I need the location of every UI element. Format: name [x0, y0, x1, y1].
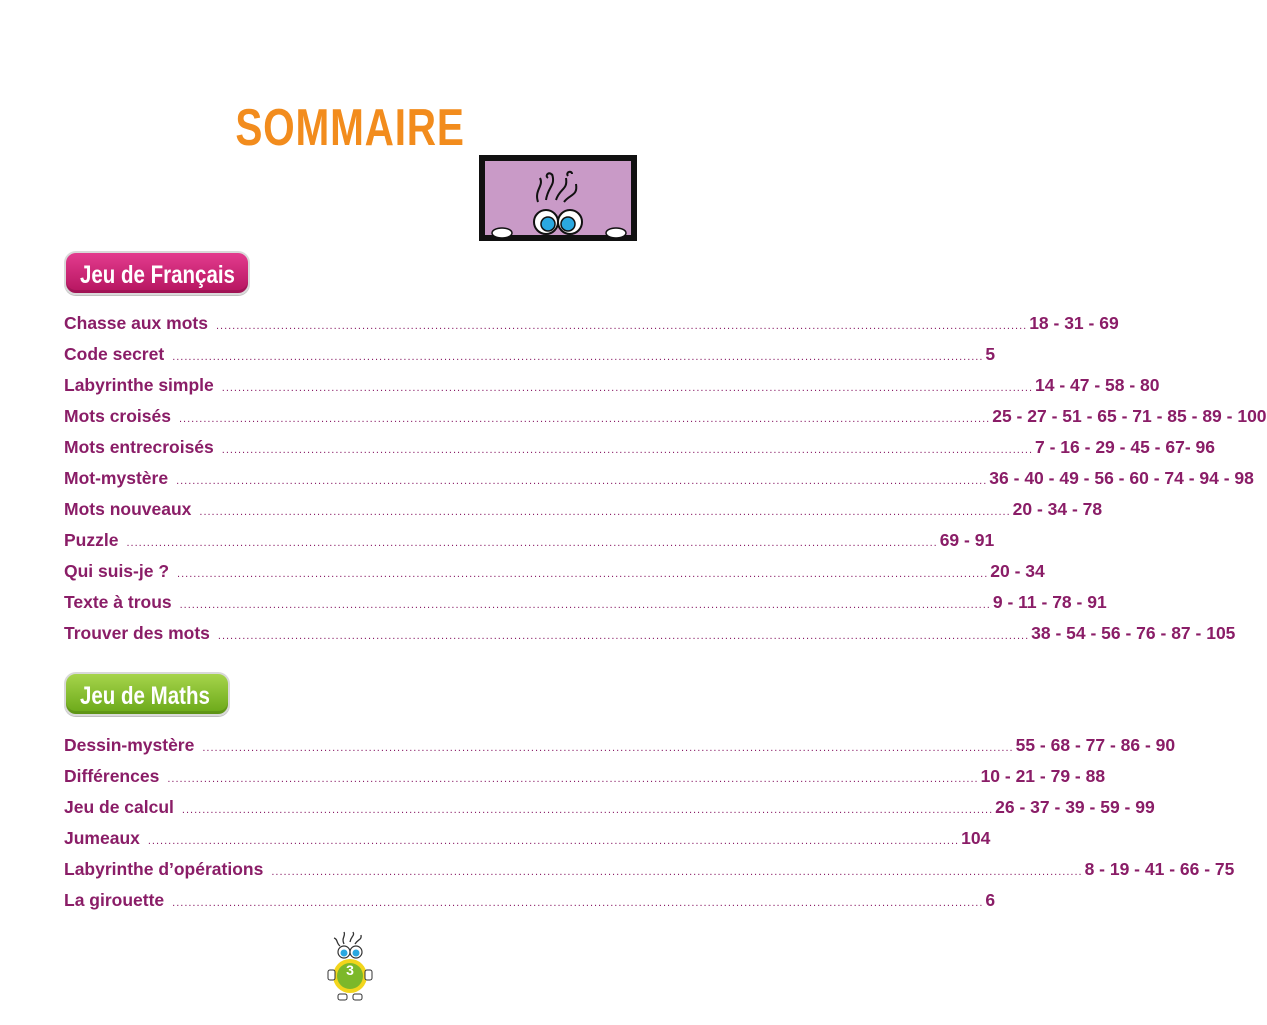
toc-entry: [64, 730, 1176, 761]
toc-entry: [64, 463, 1254, 494]
dot-leader: ........................................................................................................................................................................................................: [147, 835, 960, 847]
page-title: SOMMAIRE: [235, 99, 465, 157]
toc-entry-title: Trouver des mots: [64, 623, 210, 643]
dot-leader: ........................................................................................................................................................................................................: [177, 568, 989, 580]
toc-entry-pages: 5: [985, 344, 996, 364]
toc-entry-title: Mot-mystère: [64, 468, 169, 488]
toc-entry-title: Chasse aux mots: [64, 313, 208, 333]
peeking-character-illustration: [478, 156, 638, 242]
toc-entry: [64, 618, 1236, 649]
toc-entry-title: Jumeaux: [64, 828, 140, 848]
toc-entry-title: Jeu de calcul: [64, 797, 174, 817]
toc-entry-pages: 9 - 11 - 78 - 91: [992, 592, 1107, 612]
toc-entry-title: La girouette: [64, 890, 165, 910]
dot-leader: ........................................................................................................................................................................................................: [178, 413, 991, 425]
toc-list-maths: [64, 730, 1235, 916]
toc-entry: [64, 401, 1267, 432]
dot-leader: ........................................................................................................................................................................................................: [221, 382, 1033, 394]
toc-entry-pages: 26 - 37 - 39 - 59 - 99: [995, 797, 1155, 817]
toc-entry-pages: 36 - 40 - 49 - 56 - 60 - 74 - 94 - 98: [989, 468, 1254, 488]
toc-entry-title: Texte à trous: [64, 592, 172, 612]
section-label: Jeu de Maths: [80, 682, 210, 710]
dot-leader: ........................................................................................................................................................................................................: [202, 742, 1014, 754]
dot-leader: ........................................................................................................................................................................................................: [167, 773, 979, 785]
page-number: 3: [346, 962, 354, 978]
toc-entry-pages: 6: [985, 890, 996, 910]
toc-entry-title: Différences: [64, 766, 160, 786]
toc-entry: [64, 823, 991, 854]
toc-entry: [64, 885, 996, 916]
dot-leader: ........................................................................................................................................................................................................: [217, 630, 1030, 642]
toc-entry-pages: 10 - 21 - 79 - 88: [980, 766, 1106, 786]
toc-entry-title: Mots croisés: [64, 406, 171, 426]
toc-entry: [64, 854, 1235, 885]
toc-entry: [64, 525, 995, 556]
toc-entry-pages: 55 - 68 - 77 - 86 - 90: [1015, 735, 1176, 755]
dot-leader: ........................................................................................................................................................................................................: [172, 897, 984, 909]
toc-entry-pages: 20 - 34 - 78: [1012, 499, 1103, 519]
dot-leader: ........................................................................................................................................................................................................: [199, 506, 1011, 518]
dot-leader: ........................................................................................................................................................................................................: [271, 866, 1083, 878]
toc-entry: [64, 494, 1103, 525]
section-header-maths: [64, 672, 230, 716]
section-header-francais: [64, 251, 250, 295]
toc-entry-title: Labyrinthe simple: [64, 375, 214, 395]
toc-entry-pages: 104: [961, 828, 991, 848]
toc-entry: [64, 339, 996, 370]
toc-entry: [64, 370, 1160, 401]
toc-entry: [64, 308, 1119, 339]
toc-entry-title: Puzzle: [64, 530, 119, 550]
toc-entry-pages: 38 - 54 - 56 - 76 - 87 - 105: [1031, 623, 1236, 643]
toc-entry-title: Qui suis-je ?: [64, 561, 170, 581]
dot-leader: ........................................................................................................................................................................................................: [172, 351, 984, 363]
dot-leader: ........................................................................................................................................................................................................: [215, 320, 1028, 332]
toc-entry-title: Dessin-mystère: [64, 735, 195, 755]
dot-leader: ........................................................................................................................................................................................................: [176, 475, 988, 487]
dot-leader: ........................................................................................................................................................................................................: [181, 804, 994, 816]
section-label: Jeu de Français: [80, 261, 235, 289]
toc-entry-pages: 8 - 19 - 41 - 66 - 75: [1084, 859, 1235, 879]
dot-leader: ........................................................................................................................................................................................................: [126, 537, 938, 549]
toc-list-francais: [64, 308, 1267, 649]
dot-leader: ........................................................................................................................................................................................................: [179, 599, 991, 611]
toc-entry-title: Code secret: [64, 344, 165, 364]
toc-entry-title: Mots entrecroisés: [64, 437, 214, 457]
toc-entry-title: Mots nouveaux: [64, 499, 192, 519]
toc-entry: [64, 792, 1155, 823]
toc-entry: [64, 556, 1045, 587]
toc-entry: [64, 587, 1107, 618]
toc-entry-pages: 7 - 16 - 29 - 45 - 67- 96: [1035, 437, 1215, 457]
toc-entry: [64, 432, 1215, 463]
toc-entry-pages: 25 - 27 - 51 - 65 - 71 - 85 - 89 - 100: [992, 406, 1267, 426]
toc-entry-pages: 69 - 91: [939, 530, 995, 550]
toc-entry-pages: 14 - 47 - 58 - 80: [1035, 375, 1160, 395]
toc-entry-pages: 20 - 34: [990, 561, 1045, 581]
toc-entry: [64, 761, 1106, 792]
toc-entry-pages: 18 - 31 - 69: [1029, 313, 1119, 333]
toc-entry-title: Labyrinthe d’opérations: [64, 859, 264, 879]
dot-leader: ........................................................................................................................................................................................................: [221, 444, 1034, 456]
